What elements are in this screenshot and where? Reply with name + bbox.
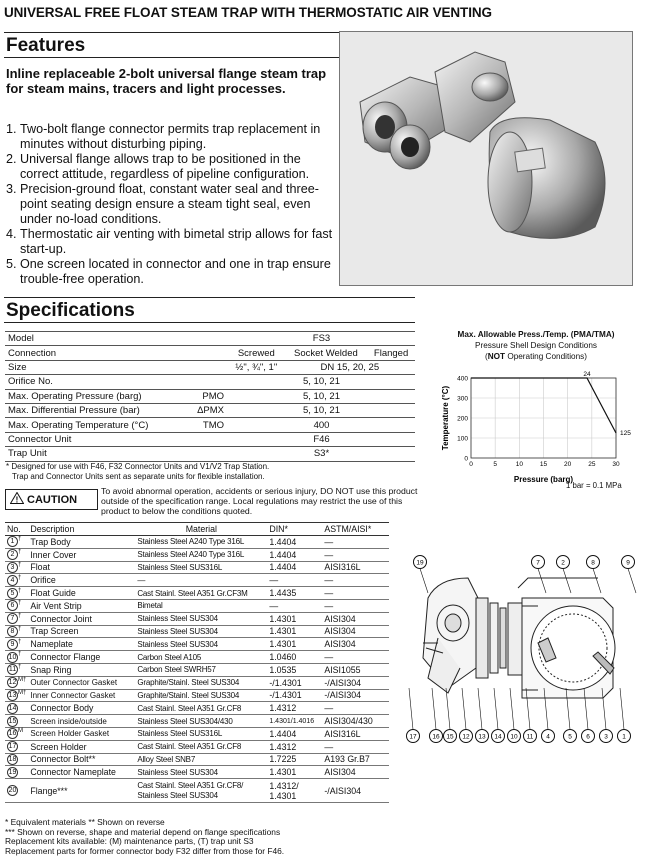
parts-row	[5, 651, 389, 664]
part-material: Stainless Steel SUS304	[135, 612, 267, 625]
part-astm: AISI304	[322, 625, 389, 638]
part-kit-marker: M†	[18, 677, 27, 684]
feature-item: 2. Universal flange allows trap to be positioned in the correct attitude, regardless of pipeline configuration.	[6, 152, 310, 181]
part-material: Stainless Steel SUS316L	[135, 727, 267, 740]
part-material: Bimetal	[135, 599, 267, 612]
parts-row	[5, 779, 389, 803]
feature-item: 5. One screen located in connector and one in trap ensure trouble-free operation.	[6, 257, 331, 286]
part-din	[267, 779, 322, 803]
caution-badge: ! CAUTION	[5, 489, 98, 510]
chart-x-tick-label: 25	[588, 461, 596, 468]
diagram-leader-line	[628, 569, 636, 594]
part-din: 1.4301	[267, 638, 322, 651]
part-number	[5, 574, 28, 587]
part-number-circle: 8	[7, 626, 18, 637]
part-number-circle: 4	[7, 575, 18, 586]
footnote: * Equivalent materials ** Shown on reverse	[5, 817, 165, 827]
part-din: 1.4404	[267, 561, 322, 574]
part-number	[5, 663, 28, 676]
diagram-callout-label: 14	[494, 733, 502, 741]
part-number-circle: 6	[7, 600, 18, 611]
diagram-leader-line	[420, 569, 428, 594]
parts-row	[5, 715, 389, 728]
diagram-callout-label: 16	[432, 733, 440, 741]
diagram-callout-label: 12	[462, 733, 470, 741]
part-kit-marker: †	[18, 536, 22, 543]
part-description: Orifice	[28, 574, 135, 587]
part-astm: —	[322, 536, 389, 549]
part-number	[5, 548, 28, 561]
chart-x-tick-label: 20	[564, 461, 572, 468]
feature-item: 3. Precision-ground float, constant water seal and three-point seating design ensure a steam tight seal, even under no-load conditions.	[6, 182, 319, 226]
part-astm: AISI316L	[322, 727, 389, 740]
spec-row: Max. Differential Pressure (bar) ΔPMX 5, 10, 21	[5, 403, 415, 417]
diagram-leader-line	[593, 569, 601, 594]
part-description: Connector Body	[28, 702, 135, 715]
part-din: 1.7225	[267, 753, 322, 766]
part-astm: -/AISI304	[322, 689, 389, 702]
part-astm: —	[322, 599, 389, 612]
part-din: 1.4435	[267, 587, 322, 600]
spec-row: Trap Unit S3*	[5, 447, 415, 461]
part-description: Connector Joint	[28, 612, 135, 625]
parts-row	[5, 536, 389, 549]
part-material: Stainless Steel SUS304	[135, 766, 267, 779]
diagram-callout-label: 15	[446, 733, 454, 741]
specifications-table	[5, 331, 415, 462]
features-list	[6, 122, 336, 288]
diagram-leader-line	[620, 688, 624, 730]
chart-grid	[471, 378, 616, 458]
part-material-line: Stainless Steel SUS304	[137, 790, 218, 800]
part-description: Connector Nameplate	[28, 766, 135, 779]
part-description: Inner Connector Gasket	[28, 689, 135, 702]
parts-row	[5, 663, 389, 676]
parts-row	[5, 638, 389, 651]
part-din: 1.4301/1.4016	[267, 715, 322, 728]
part-din: 1.0460	[267, 651, 322, 664]
part-description: Flange***	[28, 779, 135, 803]
part-number	[5, 561, 28, 574]
diagram-leader-line	[409, 688, 413, 730]
part-kit-marker: †	[18, 651, 22, 658]
part-description: Inner Cover	[28, 548, 135, 561]
feature-item: 1. Two-bolt flange connector permits trap replacement in minutes without disturbing piping.	[6, 122, 321, 151]
part-astm: AISI1055	[322, 663, 389, 676]
chart-subtitle: Pressure Shell Design Conditions	[475, 341, 597, 350]
part-number-circle: 12	[8, 679, 17, 687]
diagram-leader-line	[538, 569, 546, 594]
part-astm: -/AISI304	[322, 779, 389, 803]
part-astm: —	[322, 548, 389, 561]
unit-conversion-note: 1 bar = 0.1 MPa	[566, 481, 622, 490]
part-description: Outer Connector Gasket	[28, 676, 135, 689]
diagram-callout-label: 7	[536, 559, 540, 567]
part-number-circle: 20	[8, 787, 17, 795]
parts-header-row: No. Description Material DIN* ASTM/AISI*	[5, 523, 389, 536]
part-number-circle: 14	[8, 704, 17, 712]
parts-row	[5, 574, 389, 587]
part-number	[5, 753, 28, 766]
part-material: Carbon Steel A105	[135, 651, 267, 664]
diagram-leader-line	[510, 688, 514, 730]
part-kit-marker: †	[18, 587, 22, 594]
diagram-callout-label: 4	[546, 733, 550, 741]
part-number-circle: 1	[7, 536, 18, 547]
diagram-callout-label: 6	[586, 733, 590, 741]
part-astm: AISI304/430	[322, 715, 389, 728]
footnote: *** Shown on reverse, shape and material depend on flange specifications	[5, 826, 281, 837]
part-din-line: 1.4301	[269, 790, 297, 801]
part-din: 1.4404	[267, 727, 322, 740]
diagram-leader-line	[432, 688, 436, 730]
spec-note-1: * Designed for use with F46, F32 Connector Units and V1/V2 Trap Station.	[6, 462, 270, 471]
diagram-leader-line	[494, 688, 498, 730]
part-din: —	[267, 599, 322, 612]
part-number-circle: 9	[7, 639, 18, 650]
part-material: Stainless Steel A240 Type 316L	[135, 548, 267, 561]
part-material: Stainless Steel SUS316L	[135, 561, 267, 574]
steam-trap-illustration	[340, 32, 634, 287]
part-din: 1.4312	[267, 702, 322, 715]
part-din: 1.4301	[267, 766, 322, 779]
spec-row: Max. Operating Temperature (°C) TMO 400	[5, 418, 415, 432]
part-number	[5, 638, 28, 651]
part-astm: A193 Gr.B7	[322, 753, 389, 766]
diagram-callout-label: 1	[622, 733, 626, 741]
part-material: Stainless Steel SUS304	[135, 625, 267, 638]
diagram-callout-label: 8	[591, 559, 595, 567]
diagram-callout-label: 19	[416, 559, 424, 567]
part-din: -/1.4301	[267, 676, 322, 689]
part-number-circle: 19	[8, 768, 17, 776]
part-number	[5, 766, 28, 779]
part-kit-marker: †	[18, 625, 22, 632]
parts-row	[5, 612, 389, 625]
specifications-heading: Specifications	[6, 300, 135, 321]
spec-row: Connection Screwed Socket Welded Flanged	[5, 346, 415, 360]
part-astm: AISI304	[322, 638, 389, 651]
diagram-leader-line	[462, 688, 466, 730]
part-astm: —	[322, 574, 389, 587]
part-number-circle: 10	[8, 653, 17, 661]
part-kit-marker: M†	[18, 689, 27, 696]
chart-annotation-125: 125	[620, 430, 631, 437]
part-number-circle: 3	[7, 562, 18, 573]
part-din: 1.4301	[267, 625, 322, 638]
part-material: Alloy Steel SNB7	[135, 753, 267, 766]
parts-row	[5, 587, 389, 600]
part-material: Graphite/Stainl. Steel SUS304	[135, 676, 267, 689]
part-number	[5, 587, 28, 600]
spec-row: Orifice No. 5, 10, 21	[5, 375, 415, 389]
part-description: Snap Ring	[28, 663, 135, 676]
part-astm: —	[322, 740, 389, 753]
part-number-circle: 7	[7, 613, 18, 624]
part-kit-marker: †	[18, 638, 22, 645]
part-material: Stainless Steel A240 Type 316L	[135, 536, 267, 549]
part-number	[5, 612, 28, 625]
diagram-callout-label: 2	[561, 559, 565, 567]
part-astm: —	[322, 651, 389, 664]
footnotes	[5, 818, 405, 856]
part-material: Cast Stainl. Steel A351 Gr.CF8	[135, 740, 267, 753]
part-description: Air Vent Strip	[28, 599, 135, 612]
part-description: Float Guide	[28, 587, 135, 600]
part-din: -/1.4301	[267, 689, 322, 702]
spec-row: Size ½", ¾", 1" DN 15, 20, 25	[5, 360, 415, 374]
part-number	[5, 625, 28, 638]
chart-title: Max. Allowable Press./Temp. (PMA/TMA)	[457, 330, 615, 339]
spec-note-2: Trap and Connector Units sent as separate units for flexible installation.	[12, 472, 265, 481]
diagram-callout-label: 13	[478, 733, 486, 741]
part-astm: —	[322, 702, 389, 715]
part-description: Trap Screen	[28, 625, 135, 638]
parts-table	[5, 522, 389, 803]
parts-row	[5, 766, 389, 779]
diagram-leader-line	[563, 569, 571, 594]
parts-row	[5, 625, 389, 638]
diagram-callout-label: 10	[510, 733, 518, 741]
part-kit-marker: †	[18, 600, 22, 607]
parts-row	[5, 753, 389, 766]
diagram-callout-label: 3	[604, 733, 608, 741]
part-number-circle: 11	[8, 666, 17, 674]
chart-y-tick-label: 100	[457, 435, 468, 443]
diagram-callout-label: 5	[568, 733, 572, 741]
svg-text:!: !	[15, 495, 19, 504]
part-kit-marker: †	[18, 613, 22, 620]
footnote: Replacement kits available: (M) maintenance parts, (T) trap unit S3	[5, 836, 254, 846]
chart-ticks	[457, 376, 620, 469]
part-number	[5, 676, 28, 689]
chart-x-tick-label: 5	[493, 461, 497, 468]
part-number	[5, 536, 28, 549]
chart-y-tick-label: 200	[457, 415, 468, 423]
part-material: Stainless Steel SUS304	[135, 638, 267, 651]
part-number-circle: 13	[8, 692, 17, 700]
part-number	[5, 689, 28, 702]
part-number-circle: 18	[8, 756, 17, 764]
part-material: —	[135, 574, 267, 587]
part-kit-marker: †	[18, 549, 22, 556]
parts-row	[5, 676, 389, 689]
features-intro: Inline replaceable 2-bolt universal flange steam trap for steam mains, tracers and light processes.	[6, 66, 327, 96]
chart-y-axis-label: Temperature (°C)	[441, 385, 450, 451]
part-kit-marker: †	[18, 561, 22, 568]
part-description: Connector Flange	[28, 651, 135, 664]
part-material-line: Cast Stainl. Steel A351 Gr.CF8/	[137, 780, 244, 790]
chart-subtitle-2: (NOT Operating Conditions)	[485, 352, 587, 361]
diagram-callout-label: 11	[526, 733, 534, 741]
diagram-callout-label: 17	[409, 733, 417, 741]
part-material	[135, 779, 267, 803]
part-din: 1.4404	[267, 548, 322, 561]
chart-y-tick-label: 0	[464, 455, 468, 463]
part-number	[5, 599, 28, 612]
chart-x-tick-label: 15	[539, 461, 548, 468]
diagram-callout-label: 9	[626, 559, 630, 567]
part-description: Screen inside/outside	[28, 715, 135, 728]
parts-row	[5, 740, 389, 753]
part-description: Screen Holder Gasket	[28, 727, 135, 740]
part-number	[5, 651, 28, 664]
features-heading: Features	[6, 35, 86, 56]
footnote: Replacement parts for former connector body F32 differ from those for F46.	[5, 845, 285, 856]
part-number	[5, 727, 28, 740]
part-kit-marker: †	[18, 574, 22, 581]
parts-row	[5, 548, 389, 561]
part-description: Screen Holder	[28, 740, 135, 753]
parts-row	[5, 702, 389, 715]
chart-annotation-24: 24	[583, 371, 591, 378]
exploded-view-diagram	[398, 548, 648, 750]
parts-row	[5, 727, 389, 740]
chart-x-tick-label: 10	[515, 461, 523, 468]
chart-y-tick-label: 400	[457, 375, 468, 383]
spec-row: Model FS3	[5, 332, 415, 346]
chart-x-axis-label: Pressure (barg)	[513, 475, 574, 484]
part-number	[5, 715, 28, 728]
part-number-circle: 15	[8, 717, 17, 725]
spec-row: Connector Unit F46	[5, 432, 415, 446]
part-description: Float	[28, 561, 135, 574]
part-description: Connector Bolt**	[28, 753, 135, 766]
part-material: Cast Stainl. Steel A351 Gr.CF8	[135, 702, 267, 715]
part-number-circle: 16	[8, 730, 17, 738]
part-kit-marker: M	[18, 728, 23, 735]
part-din: 1.4301	[267, 612, 322, 625]
chart-x-tick-label: 30	[612, 461, 620, 468]
part-number-circle: 17	[8, 743, 17, 751]
part-kit-marker: †	[18, 664, 22, 671]
page-title: UNIVERSAL FREE FLOAT STEAM TRAP WITH THERMOSTATIC AIR VENTING	[4, 5, 492, 20]
parts-row	[5, 599, 389, 612]
part-description: Nameplate	[28, 638, 135, 651]
part-din: —	[267, 574, 322, 587]
part-din-line: 1.4312/	[269, 780, 299, 791]
part-astm: AISI316L	[322, 561, 389, 574]
part-din: 1.0535	[267, 663, 322, 676]
parts-row	[5, 689, 389, 702]
part-material: Cast Stainl. Steel A351 Gr.CF3M	[135, 587, 267, 600]
part-description: Trap Body	[28, 536, 135, 549]
part-din: 1.4404	[267, 536, 322, 549]
diagram-leader-line	[446, 688, 450, 730]
part-material: Stainless Steel SUS304/430	[135, 715, 267, 728]
part-astm: AISI304	[322, 612, 389, 625]
product-photo	[339, 31, 633, 286]
chart-x-tick-label: 0	[469, 461, 473, 468]
part-material: Graphite/Stainl. Steel SUS304	[135, 689, 267, 702]
part-astm: —	[322, 587, 389, 600]
part-astm: -/AISI304	[322, 676, 389, 689]
parts-row	[5, 561, 389, 574]
part-din: 1.4312	[267, 740, 322, 753]
part-material: Carbon Steel SWRH57	[135, 663, 267, 676]
chart-y-tick-label: 300	[457, 395, 468, 403]
diagram-leader-line	[478, 688, 482, 730]
warning-triangle-icon	[10, 492, 24, 507]
part-number	[5, 702, 28, 715]
part-astm: AISI304	[322, 766, 389, 779]
feature-item: 4. Thermostatic air venting with bimetal strip allows for fast start-up.	[6, 227, 333, 256]
pressure-temperature-chart	[436, 364, 636, 494]
spec-row: Max. Operating Pressure (barg) PMO 5, 10, 21	[5, 389, 415, 403]
caution-text: To avoid abnormal operation, accidents or serious injury, DO NOT use this product outside of the specification range. Local regulations may restrict the use of this product to below the conditions quoted.	[101, 486, 418, 516]
part-number	[5, 740, 28, 753]
part-number-circle: 2	[7, 549, 18, 560]
part-number-circle: 5	[7, 588, 18, 599]
part-number	[5, 779, 28, 803]
